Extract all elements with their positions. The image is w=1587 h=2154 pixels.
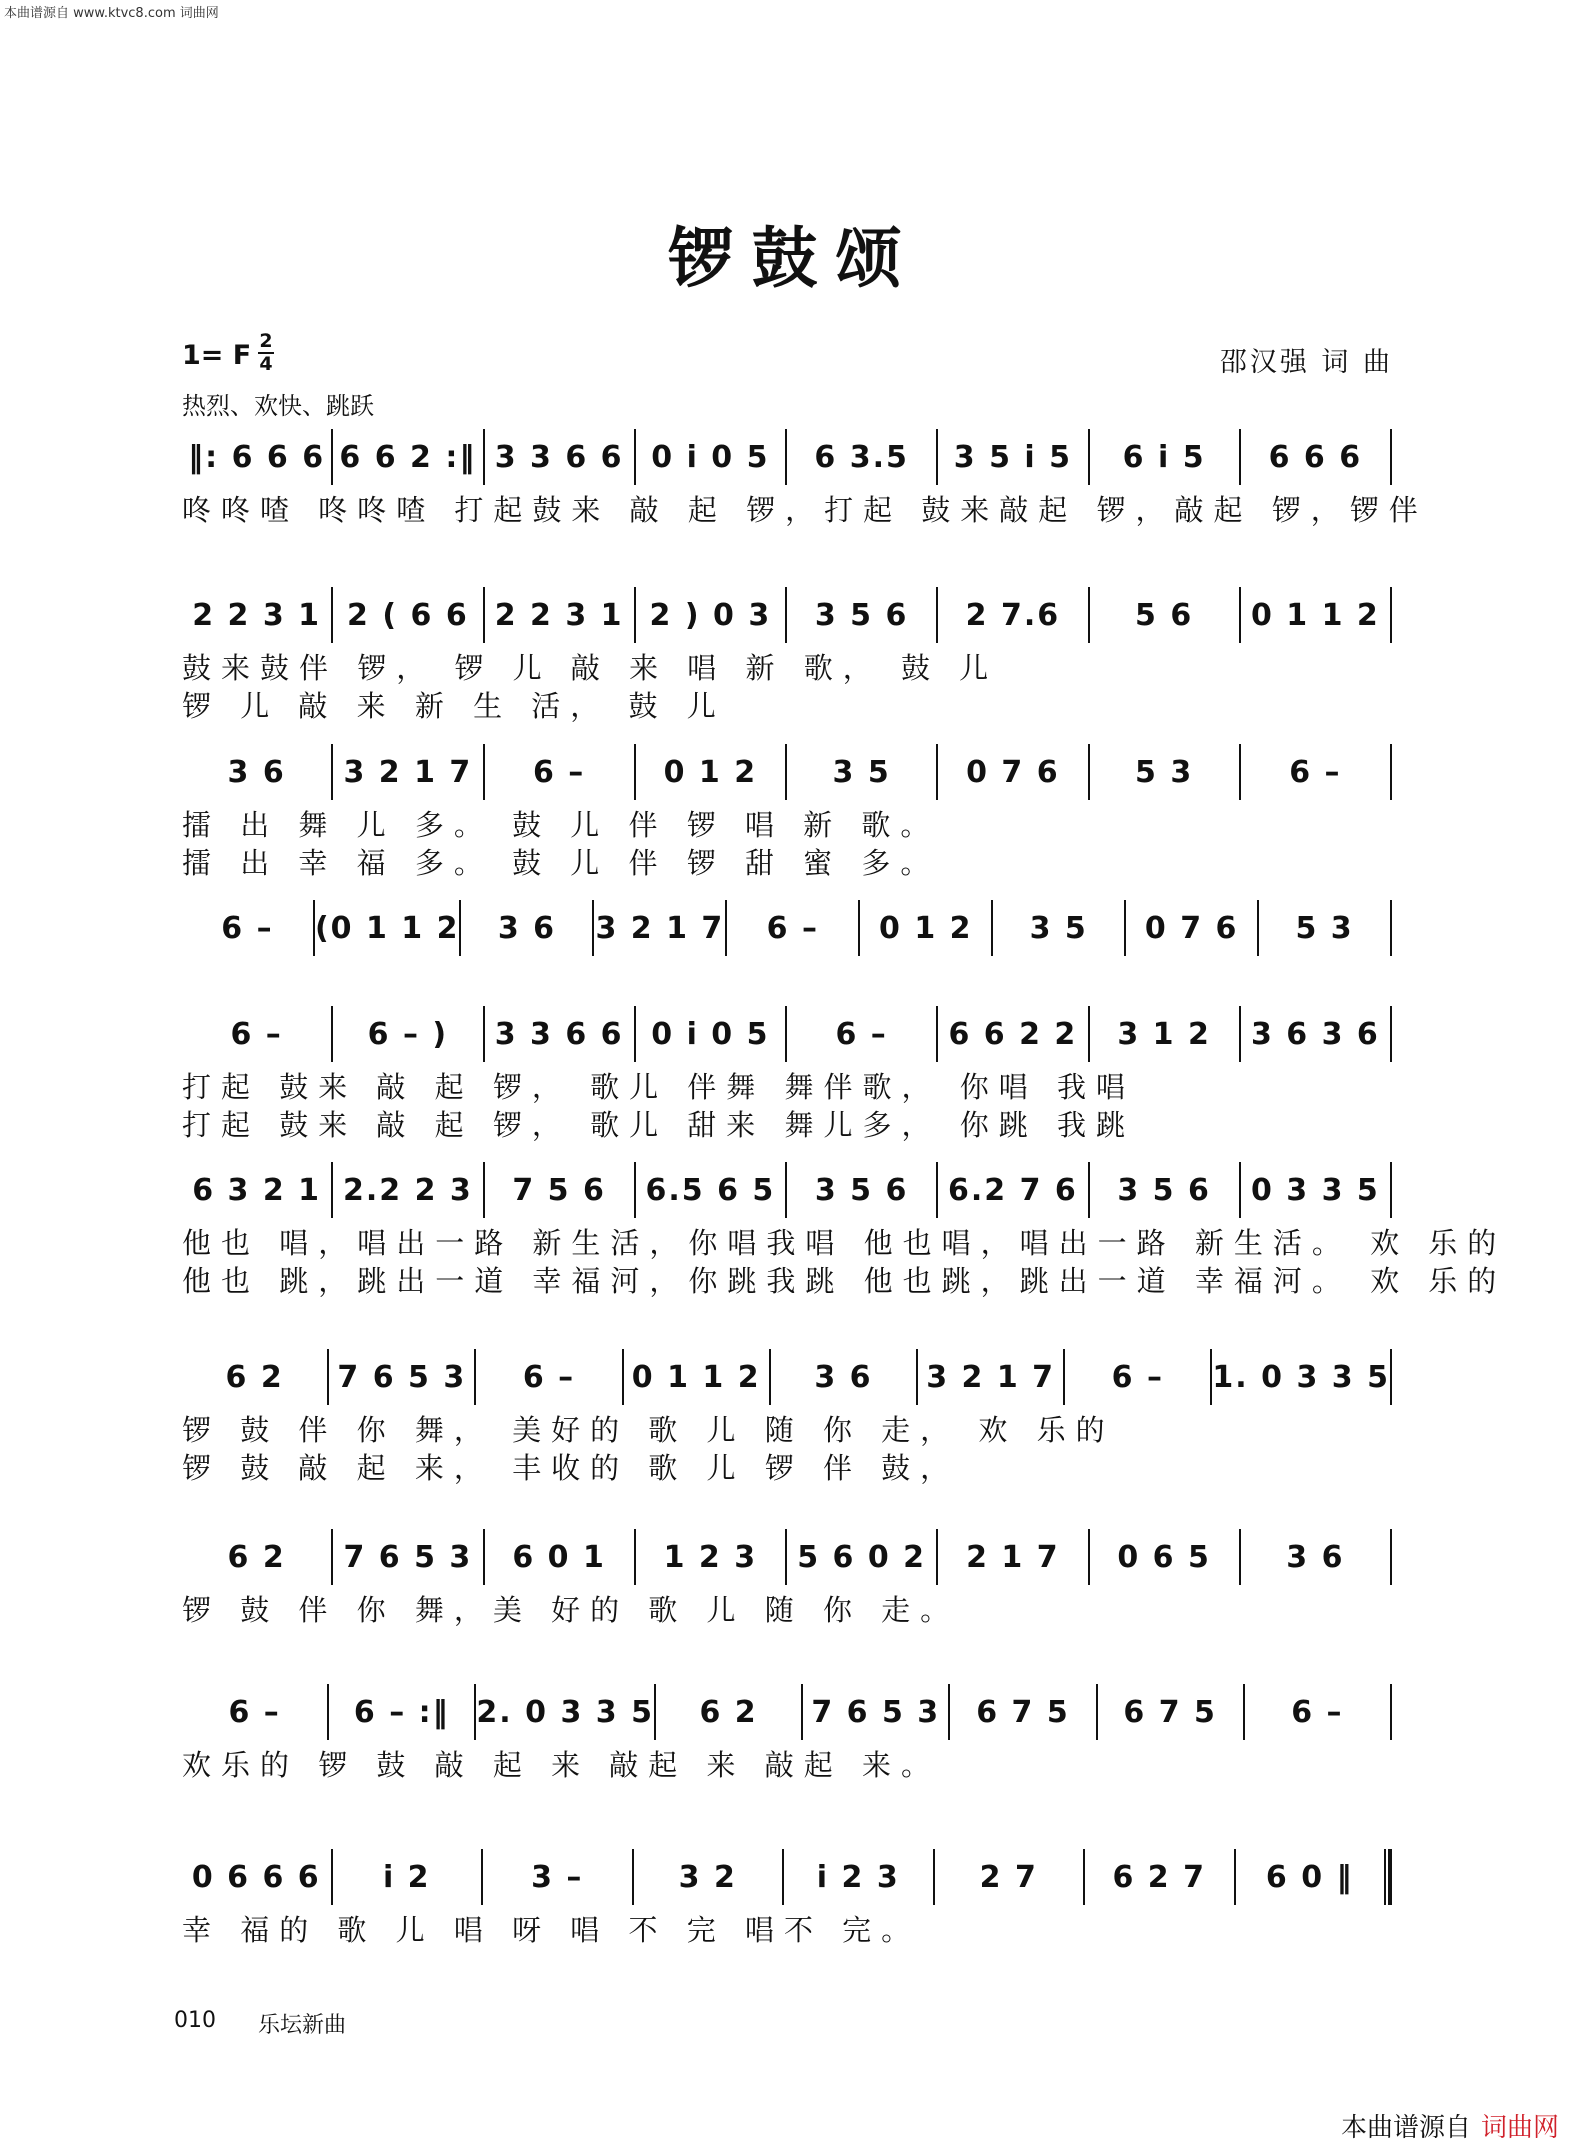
measure: 0 7 6 — [1144, 910, 1239, 946]
score-system — [182, 1158, 1507, 1298]
score-system — [182, 1345, 1392, 1485]
barline — [1390, 1162, 1392, 1218]
measure: 2 ( 6 6 — [347, 597, 469, 633]
measure: 6 3.5 — [814, 439, 909, 475]
measure: 3 2 1 7 — [343, 754, 473, 790]
measure: 6 – — [835, 1016, 888, 1052]
staff-line — [182, 1345, 1392, 1409]
measure: ‖: 6 6 6 — [188, 439, 326, 475]
lyric-text: 幸 福的 歌 儿 唱 呀 唱 不 完 唱不 完。 — [182, 1912, 921, 1947]
lyric-text: 打起 鼓来 敲 起 锣， 歌儿 伴舞 舞伴歌， 你唱 我唱 — [182, 1069, 1135, 1104]
measure: 0 1 1 2 — [631, 1359, 761, 1395]
lyric-line — [182, 1589, 1392, 1627]
book-title: 乐坛新曲 — [258, 2013, 347, 2038]
staff-line — [182, 1525, 1392, 1589]
lyric-text: 锣 儿 敲 来 新 生 活， 鼓 儿 — [182, 688, 726, 723]
measure: 6 – :‖ — [353, 1694, 450, 1730]
measure: 3 5 — [1029, 910, 1088, 946]
barline — [1390, 1006, 1392, 1062]
measure: 7 6 5 3 — [343, 1539, 473, 1575]
measure: 2 2 3 1 — [494, 597, 624, 633]
staff-line — [182, 1680, 1392, 1744]
time-signature — [258, 332, 274, 374]
measure: 6 7 5 — [976, 1694, 1070, 1730]
measure: 3 6 — [227, 754, 286, 790]
measure: 6 – ) — [367, 1016, 449, 1052]
lyric-line — [182, 1409, 1392, 1447]
measure: 6 6 2 2 — [948, 1016, 1078, 1052]
lyric-text: 欢乐的 锣 鼓 敲 起 来 敲起 来 敲起 来。 — [182, 1747, 940, 1782]
measure: 6 – — [228, 1694, 281, 1730]
score-system — [182, 896, 1392, 960]
measure: 6 2 — [699, 1694, 758, 1730]
composer-credit: 邵汉强 词 曲 — [1219, 347, 1393, 378]
measure: 6 – — [221, 910, 274, 946]
staff-line — [182, 1002, 1392, 1066]
measure: 3 5 i 5 — [953, 439, 1072, 475]
measure: 1 2 3 — [663, 1539, 758, 1575]
measure: 6 – — [230, 1016, 283, 1052]
measure: 3 5 6 — [814, 597, 909, 633]
lyric-line — [182, 1909, 1392, 1947]
measure: 6 – — [766, 910, 819, 946]
measure: 0 1 2 — [663, 754, 758, 790]
time-top: 2 — [259, 330, 273, 352]
lyric-line — [182, 1447, 1392, 1485]
measure: 3 6 — [1286, 1539, 1345, 1575]
measure: 2. 0 3 3 5 — [476, 1694, 654, 1730]
measure: 7 6 5 3 — [337, 1359, 467, 1395]
lyric-line — [182, 685, 1392, 723]
score-system — [182, 425, 1428, 527]
measure: 2 ) 0 3 — [649, 597, 772, 633]
staff-line — [182, 1845, 1392, 1909]
measure: 2 1 7 — [966, 1539, 1060, 1575]
measure: 6 – — [1111, 1359, 1164, 1395]
staff-line — [182, 740, 1392, 804]
header-watermark: 本曲谱源自 www.ktvc8.com 词曲网 — [4, 6, 219, 21]
barline — [1390, 900, 1392, 956]
score-system — [182, 1525, 1392, 1627]
measure: 6 2 7 — [1112, 1859, 1206, 1895]
measure: 2 7 — [979, 1859, 1038, 1895]
measure: 0 1 1 2 — [1250, 597, 1380, 633]
measure: 3 1 2 — [1117, 1016, 1211, 1052]
measure: 3 6 — [497, 910, 557, 946]
bottom-brand — [1341, 2107, 1559, 2144]
lyric-line — [182, 1066, 1392, 1104]
measure: 3 2 — [678, 1859, 737, 1895]
measure: 6 – — [532, 754, 586, 790]
measure: 0 i 0 5 — [651, 439, 770, 475]
barline — [1390, 429, 1392, 485]
measure: 3 5 6 — [1117, 1172, 1211, 1208]
lyric-text: 锣 鼓 伴 你 舞，美 好的 歌 儿 随 你 走。 — [182, 1592, 960, 1627]
measure: 3 – — [531, 1859, 584, 1895]
score-system — [182, 740, 1392, 880]
measure: (0 1 1 2 — [314, 910, 460, 946]
measure: 5 3 — [1295, 910, 1354, 946]
lyric-text: 锣 鼓 伴 你 舞， 美好的 歌 儿 随 你 走， 欢 乐的 — [182, 1412, 1115, 1447]
measure: 2 7.6 — [965, 597, 1061, 633]
measure: 6 2 — [227, 1539, 286, 1575]
lyric-text: 擂 出 幸 福 多。 鼓 儿 伴 锣 甜 蜜 多。 — [182, 845, 940, 880]
measure: 5 6 0 2 — [797, 1539, 927, 1575]
lyric-text: 打起 鼓来 敲 起 锣， 歌儿 甜来 舞儿多， 你跳 我跳 — [182, 1107, 1135, 1142]
brand-text: 本曲谱源自 — [1340, 2113, 1471, 2143]
brand-red-text: 词曲网 — [1480, 2113, 1559, 2143]
measure: 3 3 6 6 — [494, 1016, 624, 1052]
barline — [1390, 1349, 1392, 1405]
staff-line — [182, 425, 1392, 489]
lyric-line — [182, 842, 1392, 880]
measure: 0 1 2 — [879, 910, 973, 946]
lyric-text: 他也 唱，唱出一路 新生活，你唱我唱 他也唱，唱出一路 新生活。 欢 乐的 — [182, 1225, 1507, 1260]
measure: 6.2 7 6 — [947, 1172, 1078, 1208]
measure: 5 3 — [1135, 754, 1194, 790]
measure: 0 6 6 6 — [191, 1859, 321, 1895]
measure: 6 0 ‖ — [1265, 1859, 1354, 1895]
measure: 3 6 — [814, 1359, 873, 1395]
lyric-line — [182, 1744, 1392, 1782]
staff-line — [182, 583, 1392, 647]
lyric-line — [182, 1104, 1392, 1142]
measure: 6 – — [1291, 1694, 1344, 1730]
measure: 3 2 1 7 — [926, 1359, 1056, 1395]
barline — [1390, 587, 1392, 643]
staff-line — [182, 896, 1392, 960]
lyric-text: 擂 出 舞 儿 多。 鼓 儿 伴 锣 唱 新 歌。 — [182, 807, 940, 842]
measure: 3 5 — [832, 754, 891, 790]
measure: 6 2 — [225, 1359, 284, 1395]
measure: 3 2 1 7 — [595, 910, 725, 946]
measure: 6.5 6 5 — [645, 1172, 776, 1208]
time-bottom: 4 — [259, 353, 273, 375]
lyric-line — [182, 1222, 1507, 1260]
measure: 6 7 5 — [1123, 1694, 1217, 1730]
measure: 7 6 5 3 — [811, 1694, 941, 1730]
lyric-text: 咚咚喳 咚咚喳 打起鼓来 敲 起 锣，打起 鼓来敲起 锣，敲起 锣，锣伴 — [182, 492, 1428, 527]
measure: 6 3 2 1 — [192, 1172, 322, 1208]
measure: 0 6 5 — [1117, 1539, 1211, 1575]
key-signature: 1= F — [182, 340, 252, 371]
measure: 2.2 2 3 — [342, 1172, 473, 1208]
measure: 7 5 6 — [512, 1172, 606, 1208]
tempo-marking: 热烈、欢快、跳跃 — [182, 392, 374, 420]
lyric-text: 锣 鼓 敲 起 来， 丰收的 歌 儿 锣 伴 鼓， — [182, 1450, 960, 1485]
lyric-line — [182, 647, 1392, 685]
barline — [1384, 1849, 1392, 1905]
lyric-line — [182, 489, 1428, 527]
measure: 3 3 6 6 — [494, 439, 624, 475]
lyric-line — [182, 1260, 1507, 1298]
page-title: 锣鼓颂 — [667, 220, 920, 297]
score-system — [182, 1002, 1392, 1142]
measure: i 2 3 — [816, 1859, 900, 1895]
lyric-text: 他也 跳，跳出一道 幸福河，你跳我跳 他也跳，跳出一道 幸福河。 欢 乐的 — [182, 1263, 1507, 1298]
score-system — [182, 1680, 1392, 1782]
measure: 0 3 3 5 — [1250, 1172, 1380, 1208]
measure: 2 2 3 1 — [192, 597, 322, 633]
barline — [1390, 1684, 1392, 1740]
measure: 6 6 2 :‖ — [339, 439, 477, 475]
barline — [1390, 744, 1392, 800]
score-system — [182, 1845, 1392, 1947]
page-number: 010 — [174, 2008, 216, 2033]
lyric-text: 鼓来鼓伴 锣， 锣 儿 敲 来 唱 新 歌， 鼓 儿 — [182, 650, 999, 685]
measure: 3 5 6 — [814, 1172, 909, 1208]
measure: 5 6 — [1135, 597, 1194, 633]
lyric-line — [182, 804, 1392, 842]
measure: 6 i 5 — [1122, 439, 1206, 475]
measure: 0 7 6 — [966, 754, 1060, 790]
measure: 6 0 1 — [512, 1539, 606, 1575]
measure: 6 – — [1289, 754, 1342, 790]
score-system — [182, 583, 1392, 723]
measure: 6 6 6 — [1268, 439, 1363, 475]
measure: i 2 — [382, 1859, 431, 1895]
measure: 0 i 0 5 — [651, 1016, 770, 1052]
staff-line — [182, 1158, 1392, 1222]
barline — [1390, 1529, 1392, 1585]
measure: 3 6 3 6 — [1250, 1016, 1380, 1052]
measure: 6 – — [522, 1359, 576, 1395]
measure: 1. 0 3 3 5 — [1212, 1359, 1390, 1395]
